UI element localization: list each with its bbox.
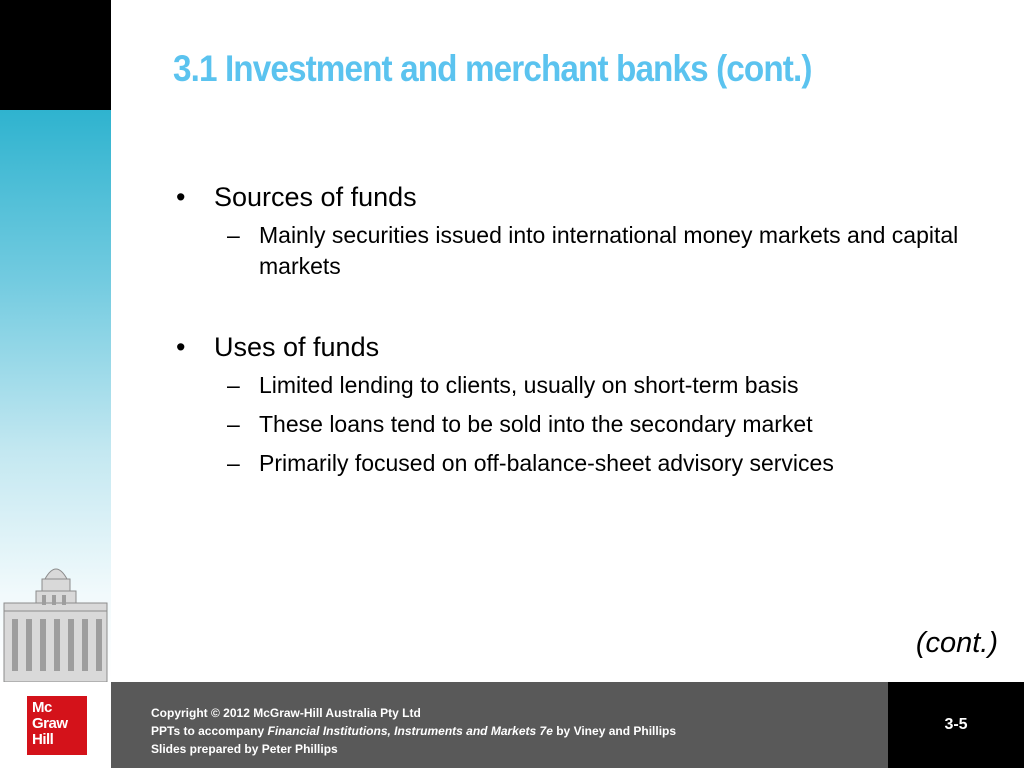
list-item-text: Primarily focused on off-balance-sheet advisory services [259,450,834,476]
top-left-block [0,0,111,110]
footer-ppt-prefix: PPTs to accompany [151,724,268,738]
footer-text [151,704,676,758]
list-item-text: These loans tend to be sold into the secondary market [259,411,813,437]
dash-glyph: – [227,411,240,437]
footer-ppt-suffix: by Viney and Phillips [552,724,677,738]
bullet-glyph: • [176,182,186,212]
list-item-text: Mainly securities issued into international money markets and capital markets [259,222,959,279]
list-item [171,220,971,282]
logo-line: Mc [32,699,52,716]
dash-glyph: – [227,372,240,398]
list-item [171,409,971,440]
bullet-glyph: • [176,332,186,362]
slide-content [171,180,971,487]
bullet-heading: Sources of funds [214,182,417,212]
sub-list-sources [171,220,971,282]
list-item [171,370,971,401]
footer-copyright: Copyright © 2012 McGraw-Hill Australia Pty Ltd [151,706,421,720]
side-panel [0,110,111,682]
list-item [171,448,971,479]
footer-bar [111,682,888,768]
mcgraw-hill-logo [27,696,87,755]
bullet-uses-of-funds [171,330,971,364]
cont-label: (cont.) [915,627,998,659]
bullet-sources-of-funds [171,180,971,214]
slide-title: 3.1 Investment and merchant banks (cont.) [173,48,812,89]
logo-line: Hill [32,731,54,748]
list-item-text: Limited lending to clients, usually on short-term basis [259,372,799,398]
building-illustration [0,557,111,682]
bullet-heading: Uses of funds [214,332,380,362]
footer-logo-area [0,682,111,768]
footer-book-title: Financial Institutions, Instruments and Markets 7e [267,724,553,738]
page-number-box [888,682,1024,768]
dash-glyph: – [227,222,240,248]
footer-ppt-line [151,722,676,740]
footer-prepared-by: Slides prepared by Peter Phillips [151,742,338,756]
page-number: 3-5 [944,716,968,733]
sub-list-uses [171,370,971,479]
dash-glyph: – [227,450,240,476]
logo-line: Graw [32,715,68,732]
